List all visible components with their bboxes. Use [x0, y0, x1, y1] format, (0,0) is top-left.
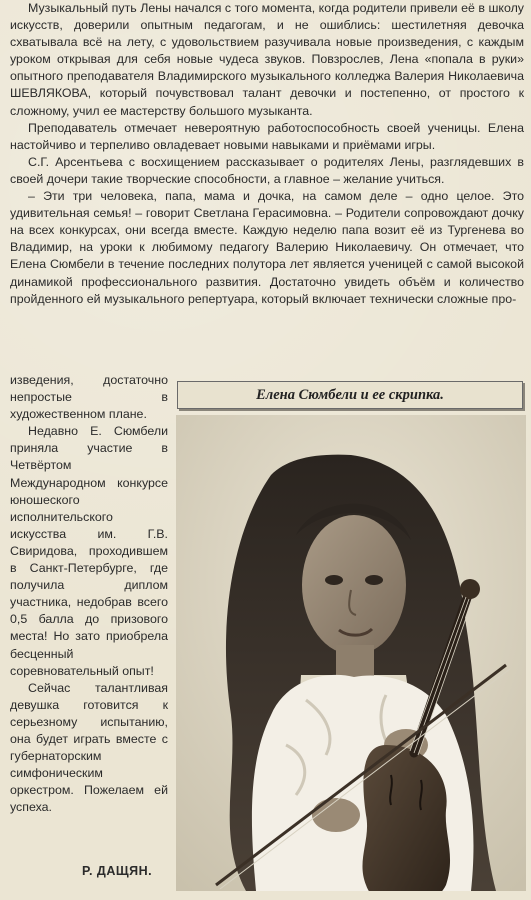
paragraph-6: Недавно Е. Сюмбели приняла участие в Четвёртом Международном конкурсе юношеского исполнительского искусства им. Г.В. Свиридова, проходившем в Санкт-Петербурге, где получила диплом участника, недобрав всего 0,5 балла до призового места! Но зато приобрела бесценный соревновательный опыт! — [10, 424, 168, 678]
photo-caption: Елена Сюмбели и ее скрипка. — [177, 381, 523, 409]
paragraph-7: Сейчас талантливая девушка готовится к серьезному испытанию, она будет играть вместе с губернаторским симфоническим оркестром. Пожелаем ей успеха. — [10, 680, 168, 815]
article-body-column — [10, 372, 168, 816]
violinist-illustration — [176, 415, 526, 891]
paragraph-4: – Эти три человека, папа, мама и дочка, на самом деле – одно целое. Это удивительная семья! – говорит Светлана Герасимовна. – Родители сопровождают дочку на всех конкурсах, они всегда вместе. Каждую неделю папа возит её из Тургенева во Владимир, на уроки к любимому педагогу Валерию Николаевичу. Он отмечает, что Елена Сюмбели в течение последних полутора лет является ученицей с самой высокой динамикой профессионального развития. Достаточно увидеть объём и количество пройденного ей музыкального репертуара, который включает технически сложные про- — [10, 189, 524, 306]
paragraph-2: Преподаватель отмечает невероятную работоспособность своей ученицы. Елена настойчиво и терпеливо овладевает новыми навыками и приёмами игры. — [10, 120, 524, 152]
article-body-top — [10, 0, 524, 308]
paragraph-1: Музыкальный путь Лены начался с того момента, когда родители привели её в школу искусств, доверили опытным педагогам, и не ошиблись: шестилетняя девочка схватывала всё на лету, с удовольствием разучивала новые произведения, с каждым уроком открывая для себя новые чудеса звуков. Повзрослев, Лена «попала в руки» опытного преподавателя Владимирского музыкального колледжа Валерия Николаевича ШЕВЛЯКОВА, который почувствовал талант девочки и постепенно, от простого к сложному, учил ее мастерству большого музыканта. — [10, 1, 524, 118]
author-signature: Р. ДАЩЯН. — [82, 864, 153, 878]
paragraph-3: С.Г. Арсентьева с восхищением рассказывает о родителях Лены, разглядевших в своей дочери такие творческие способности, а главное – желание учиться. — [10, 154, 524, 186]
paragraph-5: изведения, достаточно непростые в художественном плане. — [10, 373, 168, 422]
violinist-photo — [176, 415, 526, 891]
